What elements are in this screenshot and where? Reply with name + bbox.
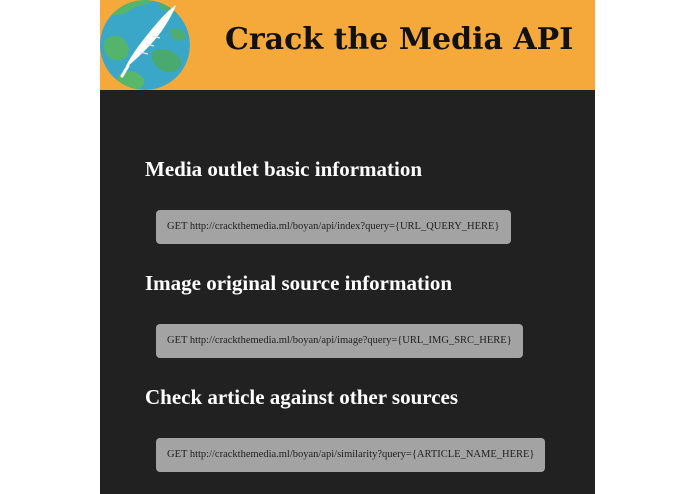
endpoint-image[interactable]: GET http://crackthemedia.ml/boyan/api/image?query={URL_IMG_SRC_HERE}	[156, 324, 523, 358]
endpoint-index[interactable]: GET http://crackthemedia.ml/boyan/api/index?query={URL_QUERY_HERE}	[156, 210, 511, 244]
section-heading-media-outlet: Media outlet basic information	[145, 157, 423, 181]
section-heading-article-check: Check article against other sources	[145, 385, 459, 409]
header-banner	[100, 0, 595, 90]
page-title: Crack the Media API	[225, 22, 574, 57]
section-heading-image-source: Image original source information	[145, 271, 453, 295]
endpoint-similarity[interactable]: GET http://crackthemedia.ml/boyan/api/similarity?query={ARTICLE_NAME_HERE}	[156, 438, 545, 472]
globe-feather-logo-icon	[100, 0, 190, 90]
api-doc-page	[100, 0, 595, 494]
